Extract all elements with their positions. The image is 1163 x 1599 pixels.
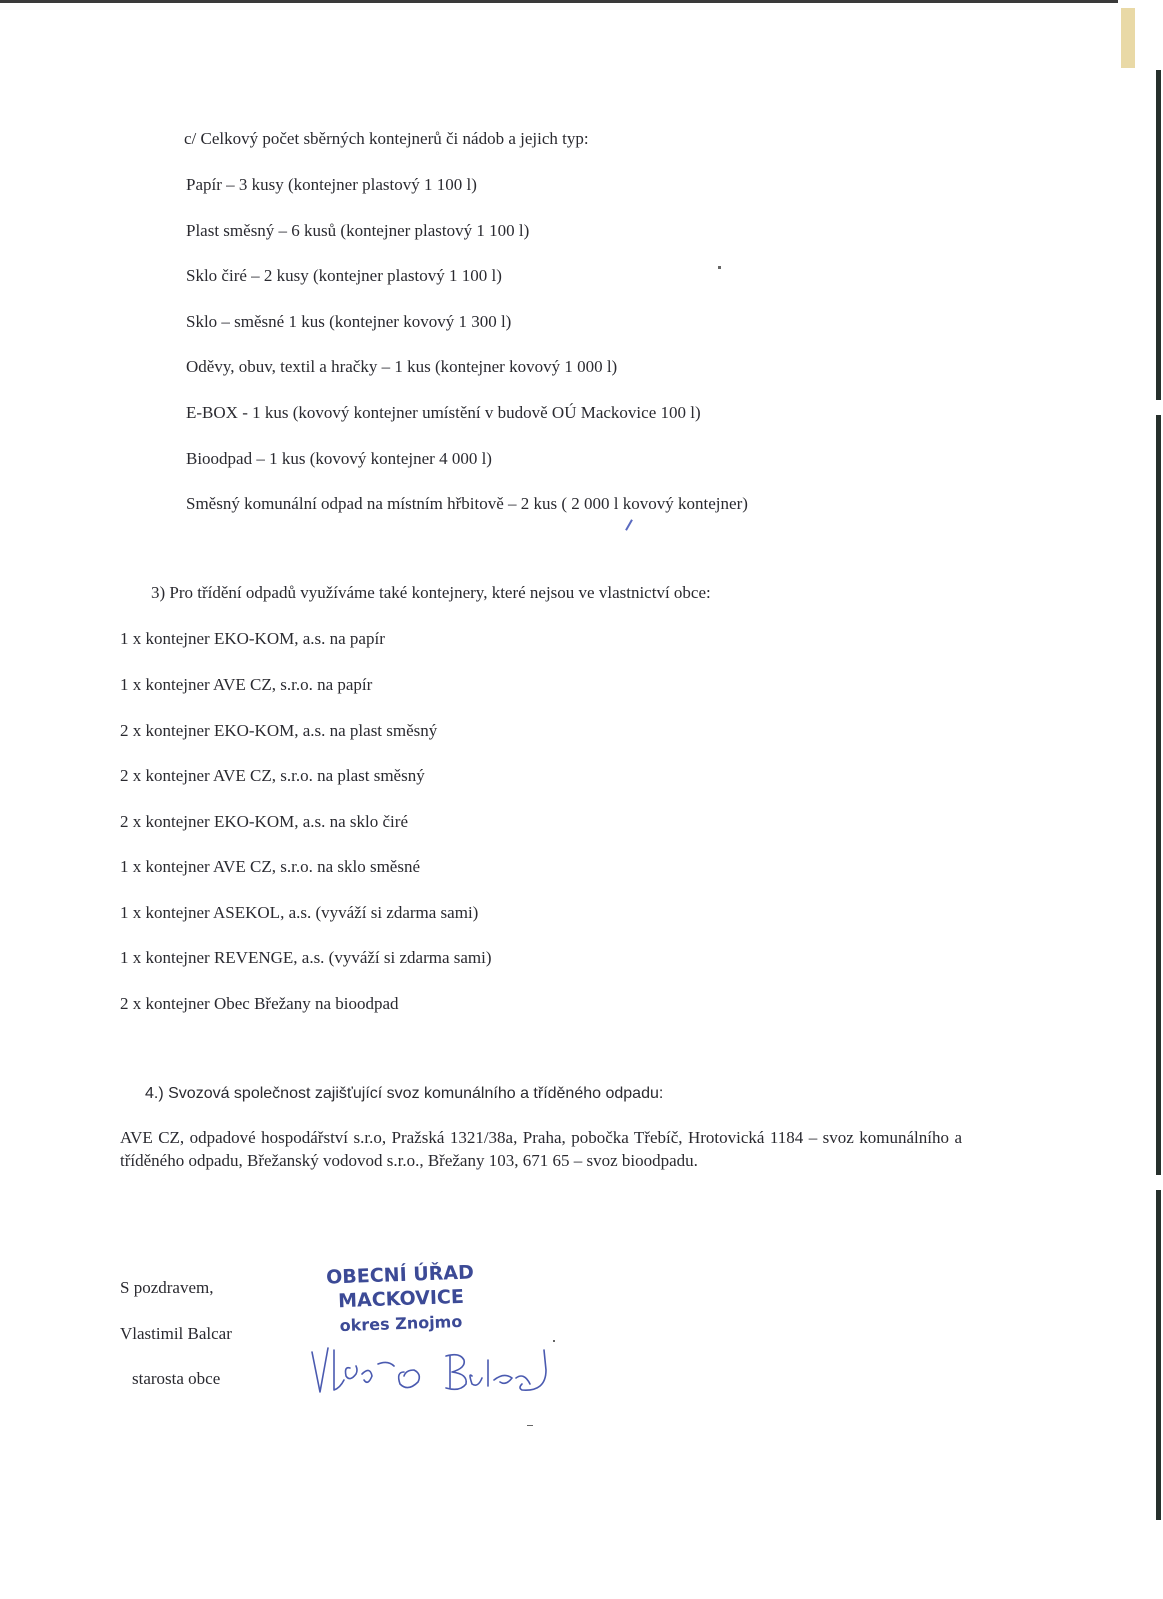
container-item: Sklo čiré – 2 kusy (kontejner plastový 1 100 l): [186, 266, 502, 285]
stamp-line-town: MACKOVICE: [337, 1285, 465, 1313]
pen-mark: [625, 519, 633, 530]
scan-edge-bar: [1156, 1190, 1161, 1520]
external-container-item: 2 x kontejner Obec Břežany na bioodpad: [120, 994, 399, 1013]
scan-edge-bar: [1156, 415, 1161, 1175]
container-item: E-BOX - 1 kus (kovový kontejner umístění v budově OÚ Mackovice 100 l): [186, 403, 701, 422]
scan-edge-stain: [1121, 8, 1135, 68]
external-container-item: 1 x kontejner ASEKOL, a.s. (vyváží si zdarma sami): [120, 903, 479, 922]
section-3-heading: 3) Pro třídění odpadů využíváme také kontejnery, které nejsou ve vlastnictví obce:: [151, 583, 711, 602]
container-item: Bioodpad – 1 kus (kovový kontejner 4 000 l): [186, 449, 492, 468]
external-container-item: 2 x kontejner EKO-KOM, a.s. na plast směsný: [120, 721, 438, 740]
scan-speck: [553, 1340, 555, 1342]
external-container-item: 1 x kontejner AVE CZ, s.r.o. na sklo směsné: [120, 857, 420, 876]
external-container-item: 1 x kontejner AVE CZ, s.r.o. na papír: [120, 675, 373, 694]
closing-greeting: S pozdravem,: [120, 1278, 214, 1297]
container-item: Směsný komunální odpad na místním hřbitově – 2 kus ( 2 000 l kovový kontejner): [186, 494, 748, 513]
signatory-role: starosta obce: [132, 1369, 221, 1388]
external-container-item: 1 x kontejner EKO-KOM, a.s. na papír: [120, 629, 385, 648]
container-item: Oděvy, obuv, textil a hračky – 1 kus (kontejner kovový 1 000 l): [186, 357, 618, 376]
signatory-name: Vlastimil Balcar: [120, 1324, 232, 1343]
section-c-heading: c/ Celkový počet sběrných kontejnerů či nádob a jejich typ:: [184, 129, 589, 148]
section-4-heading: 4.) Svozová společnost zajišťující svoz komunálního a tříděného odpadu:: [145, 1085, 664, 1102]
scan-edge-bar: [1156, 70, 1161, 400]
container-item: Plast směsný – 6 kusů (kontejner plastový 1 100 l): [186, 221, 530, 240]
container-item: Sklo – směsné 1 kus (kontejner kovový 1 300 l): [186, 312, 512, 331]
external-container-item: 2 x kontejner EKO-KOM, a.s. na sklo čiré: [120, 812, 408, 831]
section-4-body: AVE CZ, odpadové hospodářství s.r.o, Pražská 1321/38a, Praha, pobočka Třebíč, Hrotovická 1184 – svoz komunálního a tříděného odpadu, Břežanský vodovod s.r.o., Břežany 103, 671 65 – svoz bioodpadu.: [120, 1128, 962, 1170]
external-container-item: 1 x kontejner REVENGE, a.s. (vyváží si zdarma sami): [120, 948, 492, 967]
stamp-line-office: OBECNÍ ÚŘAD: [325, 1261, 475, 1289]
handwritten-signature: [300, 1330, 570, 1410]
stamp-line-district: okres Znojmo: [339, 1311, 463, 1336]
scan-speck: [718, 266, 721, 269]
scan-speck: [527, 1425, 533, 1426]
scan-top-edge: [0, 0, 1118, 3]
container-item: Papír – 3 kusy (kontejner plastový 1 100 l): [186, 175, 477, 194]
external-container-item: 2 x kontejner AVE CZ, s.r.o. na plast směsný: [120, 766, 425, 785]
